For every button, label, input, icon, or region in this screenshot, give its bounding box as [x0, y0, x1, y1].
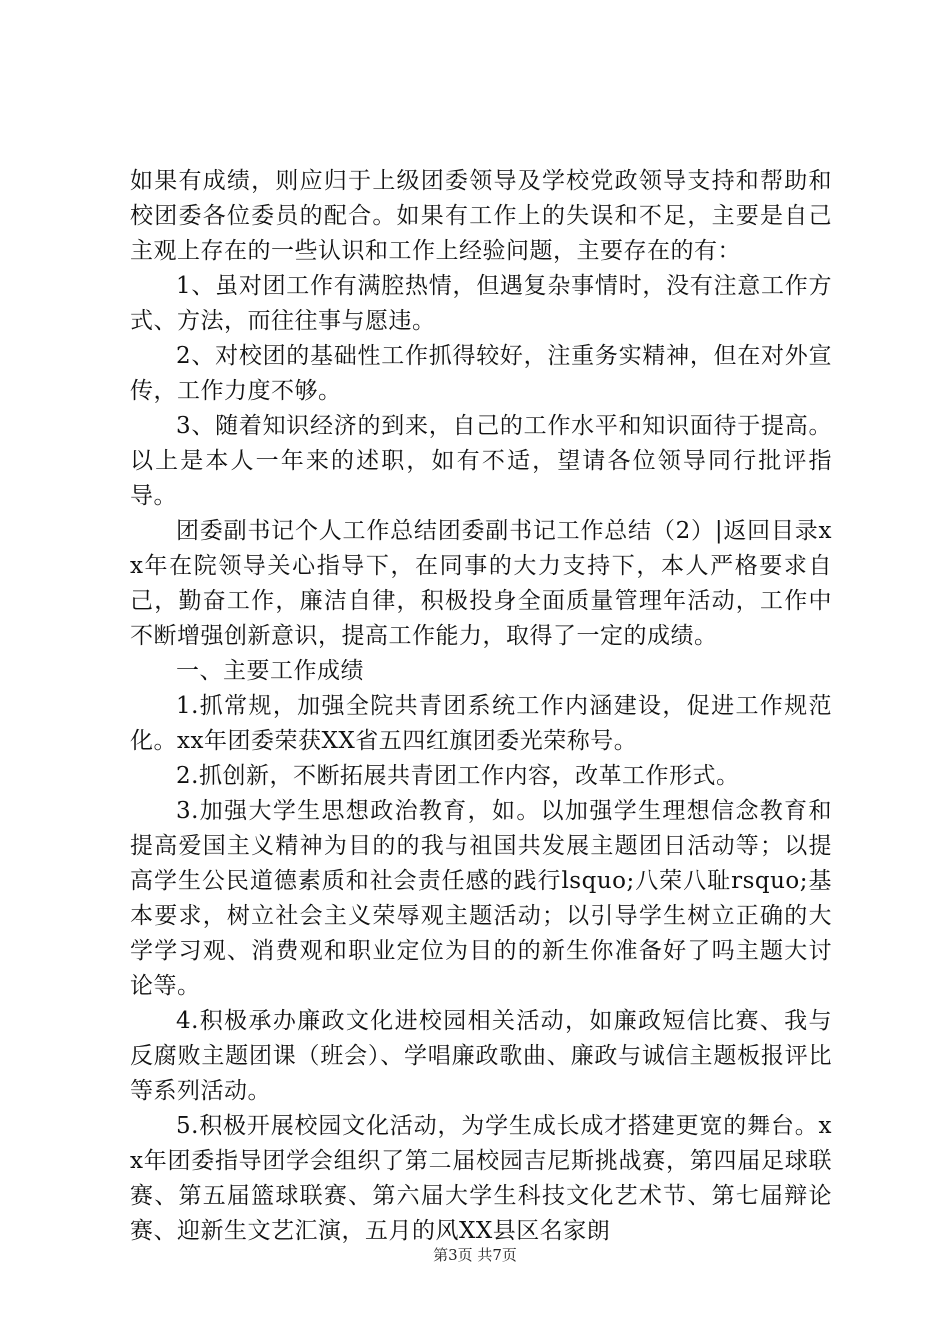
- paragraph-5: 团委副书记个人工作总结团委副书记工作总结（2）|返回目录xx年在院领导关心指导下，在同事的大力支持下，本人严格要求自己，勤奋工作，廉洁自律，积极投身全面质量管理年活动，工作中不断增强创新意识，提高工作能力，取得了一定的成绩。: [130, 518, 832, 649]
- paragraph-3: 2、对校团的基础性工作抓得较好，注重务实精神，但在对外宣传，工作力度不够。: [130, 343, 832, 404]
- paragraph-1: 如果有成绩，则应归于上级团委领导及学校党政领导支持和帮助和校团委各位委员的配合。如果有工作上的失误和不足，主要是自己主观上存在的一些认识和工作上经验问题，主要存在的有：: [130, 168, 832, 264]
- paragraph-10: 4.积极承办廉政文化进校园相关活动，如廉政短信比赛、我与反腐败主题团课（班会）、学唱廉政歌曲、廉政与诚信主题板报评比等系列活动。: [130, 1008, 832, 1104]
- paragraph-11: 5.积极开展校园文化活动，为学生成长成才搭建更宽的舞台。xx年团委指导团学会组织了第二届校园吉尼斯挑战赛，第四届足球联赛、第五届篮球联赛、第六届大学生科技文化艺术节、第七届辩论赛、迎新生文艺汇演，五月的风XX县区名家朗: [130, 1113, 832, 1244]
- page-number-label: 第3页 共7页: [433, 1246, 517, 1264]
- page-footer: [0, 1245, 950, 1265]
- paragraph-4: 3、随着知识经济的到来，自己的工作水平和知识面待于提高。以上是本人一年来的述职，如有不适，望请各位领导同行批评指导。: [130, 413, 832, 509]
- section-heading: 一、主要工作成绩: [176, 658, 364, 684]
- paragraph-8: 2.抓创新，不断拓展共青团工作内容，改革工作形式。: [176, 763, 740, 789]
- paragraph-9: 3.加强大学生思想政治教育，如。以加强学生理想信念教育和提高爱国主义精神为目的的我与祖国共发展主题团日活动等；以提高学生公民道德素质和社会责任感的践行lsquo;八荣八耻rsquo;基本要求，树立社会主义荣辱观主题活动；以引导学生树立正确的大学学习观、消费观和职业定位为目的的新生你准备好了吗主题大讨论等。: [130, 798, 832, 999]
- paragraph-7: 1.抓常规，加强全院共青团系统工作内涵建设，促进工作规范化。xx年团委荣获XX省五四红旗团委光荣称号。: [130, 693, 832, 754]
- paragraph-2: 1、虽对团工作有满腔热情，但遇复杂事情时，没有注意工作方式、方法，而往往事与愿违。: [130, 273, 832, 334]
- document-body: [130, 164, 832, 1249]
